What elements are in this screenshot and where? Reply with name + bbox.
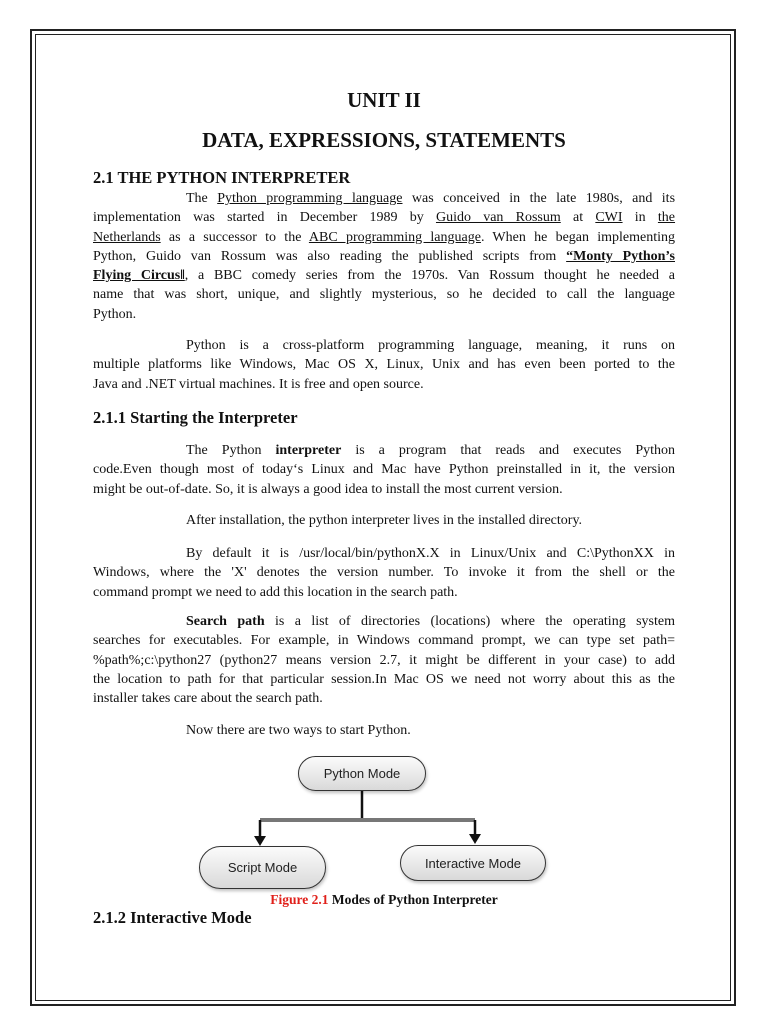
section-2-1-1-paragraph-2: After installation, the python interpreter lives in the installed directory. <box>186 513 583 528</box>
link-flying-circus[interactable]: Flying Circus‖ <box>93 268 185 284</box>
link-abc-programming-language[interactable]: ABC programming language <box>308 229 481 245</box>
script-mode-node: Script Mode <box>199 846 326 889</box>
link-cwi[interactable]: CWI <box>595 210 623 226</box>
section-2-1-paragraph-1: The Python programming language was conceived in the late 1980s, and its implementation was started in December 1989 by Guido van Rossum at CWI in the Netherlands as a successor to the ABC programming language. When he began implementing Python, Guido van Rossum was also reading the published scripts from “Monty Python’s Flying Circus‖, a BBC comedy series from the 1970s. Van Rossum thought he needed a name that was short, unique, and slightly mysterious, so he decided to call the language Python. <box>93 191 676 322</box>
section-2-1-1-paragraph-5: Now there are two ways to start Python. <box>186 723 411 738</box>
section-2-1-paragraph-2: Python is a cross-platform programming language, meaning, it runs on multiple platforms like Windows, Mac OS X, Linux, Unix and has even been ported to the Java and .NET virtual machines. It is free and open source. <box>93 338 675 392</box>
figure-caption <box>0 892 768 908</box>
unit-title: UNIT II <box>347 88 421 112</box>
figure-number: Figure 2.1 <box>270 892 329 907</box>
section-2-1-2-heading: 2.1.2 Interactive Mode <box>93 908 252 927</box>
left-arrowhead <box>254 836 266 846</box>
main-title: DATA, EXPRESSIONS, STATEMENTS <box>202 128 566 152</box>
section-2-1-1-paragraph-1: The Python interpreter is a program that reads and executes Python code.Even though most of today‘s Linux and Mac have Python preinstalled in it, the version might be out-of-date. So, it is always a good idea to install the most current version. <box>93 443 676 497</box>
section-2-1-heading: 2.1 THE PYTHON INTERPRETER <box>93 168 351 187</box>
python-mode-node: Python Mode <box>298 756 426 791</box>
section-2-1-1-paragraph-3: By default it is /usr/local/bin/pythonX.X in Linux/Unix and C:\PythonXX in Windows, where the 'X' denotes the version number. To invoke it from the shell or the command prompt we need to add this location in the search path. <box>93 546 675 600</box>
interactive-mode-node: Interactive Mode <box>400 845 546 881</box>
section-2-1-1-heading: 2.1.1 Starting the Interpreter <box>93 408 298 427</box>
link-netherlands[interactable]: Netherlands <box>93 229 161 245</box>
link-monty-python[interactable]: “Monty Python’s <box>566 248 675 264</box>
link-guido-van-rossum[interactable]: Guido van Rossum <box>435 210 561 226</box>
section-2-1-1-paragraph-4: Search path is a list of directories (locations) where the operating system searches for executables. For example, in Windows command prompt, we can type set path= %path%;c:\python27 (python27 means version 2.7, it might be different in your case) to add the location to path for that particular session.In Mac OS we need not worry about this as the installer takes care about the search path. <box>93 614 675 707</box>
link-the[interactable]: the <box>657 210 676 226</box>
link-python-programming-language[interactable]: Python programming language <box>217 191 403 206</box>
right-arrowhead <box>469 834 481 844</box>
figure-caption-text: Modes of Python Interpreter <box>331 892 498 907</box>
